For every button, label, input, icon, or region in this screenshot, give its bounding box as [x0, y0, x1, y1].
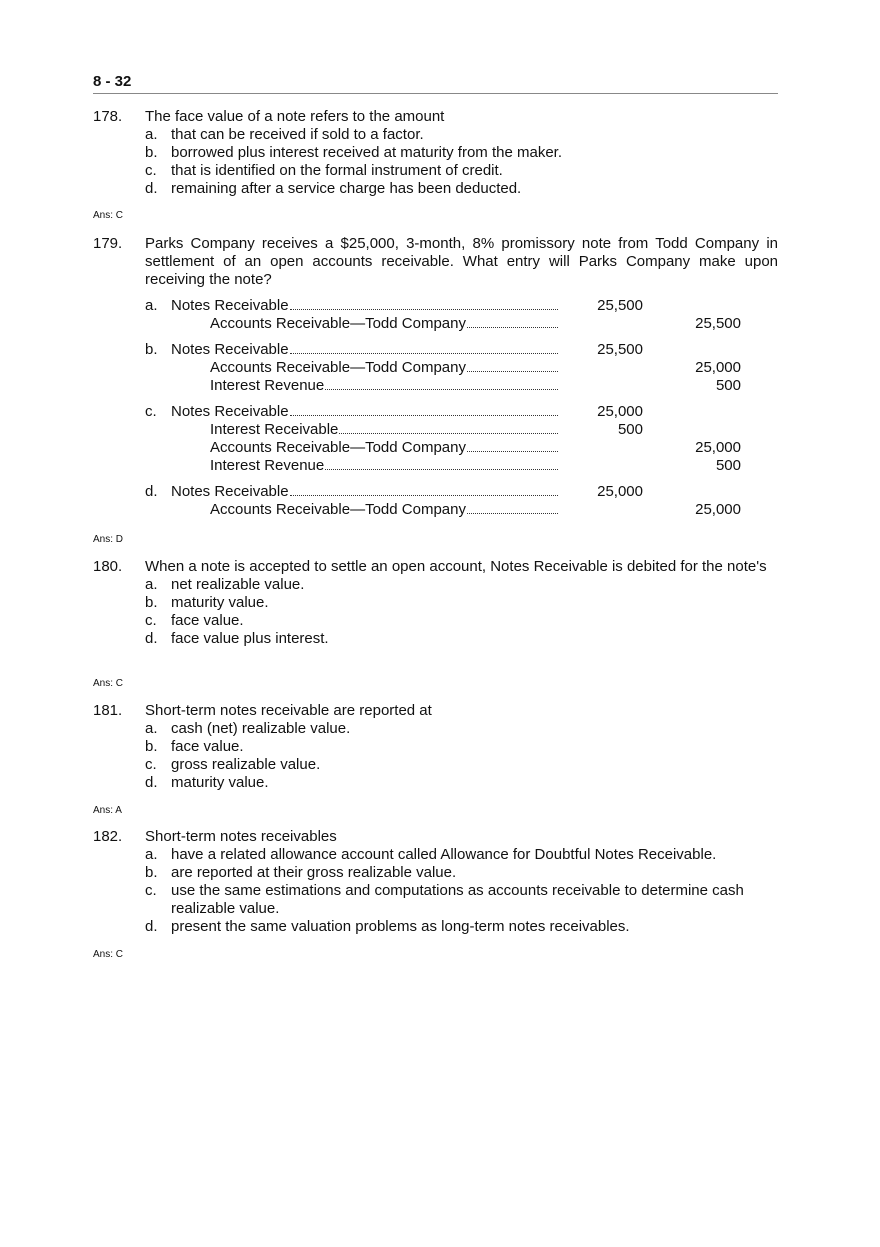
credit-amount: 25,000: [695, 439, 741, 456]
spacer: [145, 501, 171, 519]
option-letter: a.: [145, 720, 158, 737]
answer-key: Ans: C: [93, 210, 124, 221]
debit-amount: [558, 439, 643, 457]
option-text: face value.: [171, 612, 244, 629]
option-letter: d.: [145, 918, 158, 935]
answer-option: [145, 918, 778, 936]
account-cell: [210, 457, 558, 475]
answer-option: [145, 756, 778, 774]
journal-entry-option: [145, 483, 778, 519]
answer-option: [145, 720, 778, 738]
option-text: that can be received if sold to a factor.: [171, 126, 424, 143]
debit-amount: 25,500: [597, 297, 643, 314]
option-text: remaining after a service charge has been deducted.: [171, 180, 522, 197]
account-cell: [171, 403, 558, 421]
answer-option: [145, 180, 778, 198]
option-text: gross realizable value.: [171, 756, 321, 773]
journal-line: [145, 483, 778, 501]
option-letter: c.: [145, 882, 157, 899]
option-text: borrowed plus interest received at maturity from the maker.: [171, 144, 562, 161]
dot-leader: [290, 403, 558, 416]
dot-leader: [290, 341, 558, 354]
account-name: Notes Receivable: [171, 483, 289, 500]
answer-key: Ans: C: [93, 949, 124, 960]
question-number: 182.: [93, 828, 123, 845]
account-cell: [210, 421, 558, 439]
answer-option: [145, 882, 778, 918]
option-letter: b.: [145, 144, 158, 161]
credit-amount: 500: [715, 457, 741, 474]
dot-leader: [467, 501, 558, 514]
option-letter: a.: [145, 126, 158, 143]
account-name: Accounts Receivable—Todd Company: [210, 501, 466, 518]
option-letter: d.: [145, 774, 158, 791]
option-letter: c.: [145, 403, 157, 420]
spacer: [145, 439, 171, 457]
dot-leader: [467, 315, 558, 328]
journal-line: [145, 341, 778, 359]
debit-amount: 500: [617, 421, 643, 438]
dot-leader: [325, 457, 558, 470]
journal-line: [145, 377, 778, 395]
spacer: [145, 315, 171, 333]
indent: [171, 377, 210, 395]
debit-amount: [558, 359, 643, 377]
option-letter: a.: [145, 846, 158, 863]
answer-option: [145, 846, 778, 864]
option-letter: d.: [145, 483, 158, 500]
indent: [171, 501, 210, 519]
dot-leader: [339, 421, 558, 434]
option-text: use the same estimations and computations as accounts receivable to determine cash realizable value.: [171, 882, 744, 917]
option-letter: c.: [145, 162, 157, 179]
option-text: face value plus interest.: [171, 630, 329, 647]
journal-entry-options: [145, 297, 778, 519]
spacer: [145, 377, 171, 395]
option-letter: b.: [145, 341, 158, 358]
indent: [171, 439, 210, 457]
spacer: [145, 359, 171, 377]
answer-option: [145, 738, 778, 756]
account-name: Accounts Receivable—Todd Company: [210, 359, 466, 376]
answer-key: Ans: D: [93, 534, 124, 545]
option-letter: b.: [145, 864, 158, 881]
debit-amount: [558, 501, 643, 519]
journal-line: [145, 457, 778, 475]
journal-line: [145, 403, 778, 421]
account-cell: [171, 341, 558, 359]
account-name: Interest Revenue: [210, 457, 325, 474]
journal-line: [145, 315, 778, 333]
option-text: present the same valuation problems as long-term notes receivables.: [171, 918, 630, 935]
answer-option: [145, 594, 778, 612]
question-182: [93, 828, 778, 936]
option-text: face value.: [171, 738, 244, 755]
credit-amount: 500: [715, 377, 741, 394]
account-cell: [210, 501, 558, 519]
option-text: maturity value.: [171, 774, 269, 791]
credit-amount: [643, 421, 741, 439]
dot-leader: [290, 297, 558, 310]
indent: [171, 359, 210, 377]
journal-entry-option: [145, 297, 778, 333]
journal-line: [145, 421, 778, 439]
question-180: [93, 558, 778, 648]
indent: [171, 457, 210, 475]
account-name: Interest Revenue: [210, 377, 325, 394]
credit-amount: 25,500: [695, 315, 741, 332]
debit-amount: 25,500: [597, 341, 643, 358]
account-name: Accounts Receivable—Todd Company: [210, 439, 466, 456]
answer-key: Ans: C: [93, 678, 124, 689]
question-178: [93, 108, 778, 198]
dot-leader: [467, 359, 558, 372]
question-stem: Parks Company receives a $25,000, 3-month, 8% promissory note from Todd Company in settlement of an open accounts receivable. What entry will Parks Company make upon receiving the note?: [145, 235, 778, 288]
debit-amount: [558, 457, 643, 475]
header-rule: [93, 93, 778, 94]
option-letter: b.: [145, 594, 158, 611]
question-stem: When a note is accepted to settle an open account, Notes Receivable is debited for the note's: [145, 558, 767, 575]
credit-amount: [643, 341, 741, 359]
account-cell: [171, 483, 558, 501]
indent: [171, 315, 210, 333]
account-cell: [210, 439, 558, 457]
option-letter: c.: [145, 612, 157, 629]
question-179: [93, 235, 778, 527]
journal-line: [145, 359, 778, 377]
dot-leader: [290, 483, 558, 496]
indent: [171, 421, 210, 439]
account-cell: [171, 297, 558, 315]
question-181: [93, 702, 778, 792]
credit-amount: [643, 483, 741, 501]
option-letter: d.: [145, 630, 158, 647]
question-number: 180.: [93, 558, 123, 575]
journal-entry-option: [145, 341, 778, 395]
journal-entry-option: [145, 403, 778, 475]
spacer: [145, 421, 171, 439]
credit-amount: [643, 297, 741, 315]
account-name: Notes Receivable: [171, 403, 289, 420]
page-number-header: 8 - 32: [93, 73, 132, 90]
account-name: Notes Receivable: [171, 341, 289, 358]
debit-amount: 25,000: [597, 403, 643, 420]
credit-amount: [643, 403, 741, 421]
option-letter: d.: [145, 180, 158, 197]
option-text: maturity value.: [171, 594, 269, 611]
option-text: net realizable value.: [171, 576, 305, 593]
option-text: have a related allowance account called Allowance for Doubtful Notes Receivable.: [171, 846, 717, 863]
answer-option: [145, 576, 778, 594]
question-number: 179.: [93, 235, 123, 252]
credit-amount: 25,000: [695, 501, 741, 518]
spacer: [145, 457, 171, 475]
answer-option: [145, 162, 778, 180]
answer-option: [145, 144, 778, 162]
account-name: Notes Receivable: [171, 297, 289, 314]
dot-leader: [325, 377, 558, 390]
question-stem: Short-term notes receivable are reported at: [145, 702, 432, 719]
answer-option: [145, 774, 778, 792]
account-cell: [210, 359, 558, 377]
account-name: Interest Receivable: [210, 421, 339, 438]
option-letter: c.: [145, 756, 157, 773]
answer-option: [145, 630, 778, 648]
credit-amount: 25,000: [695, 359, 741, 376]
dot-leader: [467, 439, 558, 452]
answer-option: [145, 864, 778, 882]
question-stem: Short-term notes receivables: [145, 828, 337, 845]
journal-line: [145, 297, 778, 315]
account-name: Accounts Receivable—Todd Company: [210, 315, 466, 332]
debit-amount: 25,000: [597, 483, 643, 500]
account-cell: [210, 315, 558, 333]
account-cell: [210, 377, 558, 395]
option-text: that is identified on the formal instrument of credit.: [171, 162, 503, 179]
option-letter: a.: [145, 576, 158, 593]
question-number: 181.: [93, 702, 123, 719]
answer-option: [145, 612, 778, 630]
option-letter: a.: [145, 297, 158, 314]
option-text: cash (net) realizable value.: [171, 720, 351, 737]
question-stem: The face value of a note refers to the amount: [145, 108, 445, 125]
debit-amount: [558, 377, 643, 395]
option-letter: b.: [145, 738, 158, 755]
answer-option: [145, 126, 778, 144]
answer-key: Ans: A: [93, 805, 122, 816]
debit-amount: [558, 315, 643, 333]
journal-line: [145, 501, 778, 519]
question-number: 178.: [93, 108, 123, 125]
option-text: are reported at their gross realizable value.: [171, 864, 457, 881]
journal-line: [145, 439, 778, 457]
